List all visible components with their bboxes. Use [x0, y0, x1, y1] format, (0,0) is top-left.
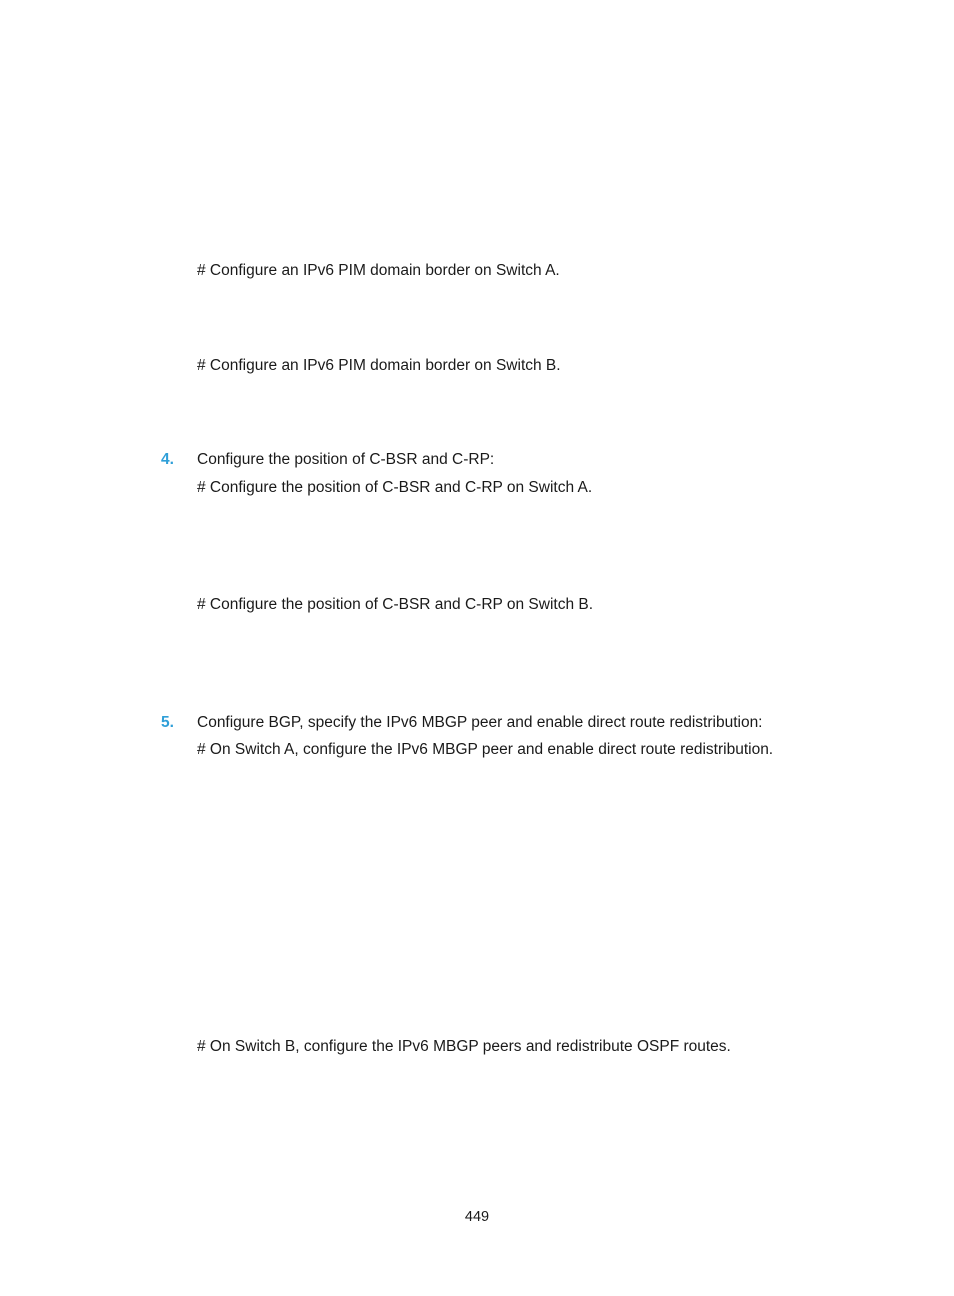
step-text-4: Configure the position of C-BSR and C-RP: [197, 451, 495, 468]
comment-cbsr-switch-b: # Configure the position of C-BSR and C-RP on Switch B. [197, 596, 594, 613]
page-number: 449 [464, 1209, 490, 1225]
step-text-5: Configure BGP, specify the IPv6 MBGP peer and enable direct route redistribution: [197, 714, 763, 731]
comment-pim-border-switch-a: # Configure an IPv6 PIM domain border on Switch A. [197, 262, 560, 279]
comment-pim-border-switch-b: # Configure an IPv6 PIM domain border on Switch B. [197, 357, 561, 374]
step-number-5: 5. [161, 714, 174, 731]
comment-mbgp-switch-b: # On Switch B, configure the IPv6 MBGP peers and redistribute OSPF routes. [197, 1038, 731, 1055]
step-number-4: 4. [161, 451, 174, 468]
comment-cbsr-switch-a: # Configure the position of C-BSR and C-RP on Switch A. [197, 479, 593, 496]
comment-mbgp-switch-a: # On Switch A, configure the IPv6 MBGP peer and enable direct route redistribution. [197, 741, 774, 758]
